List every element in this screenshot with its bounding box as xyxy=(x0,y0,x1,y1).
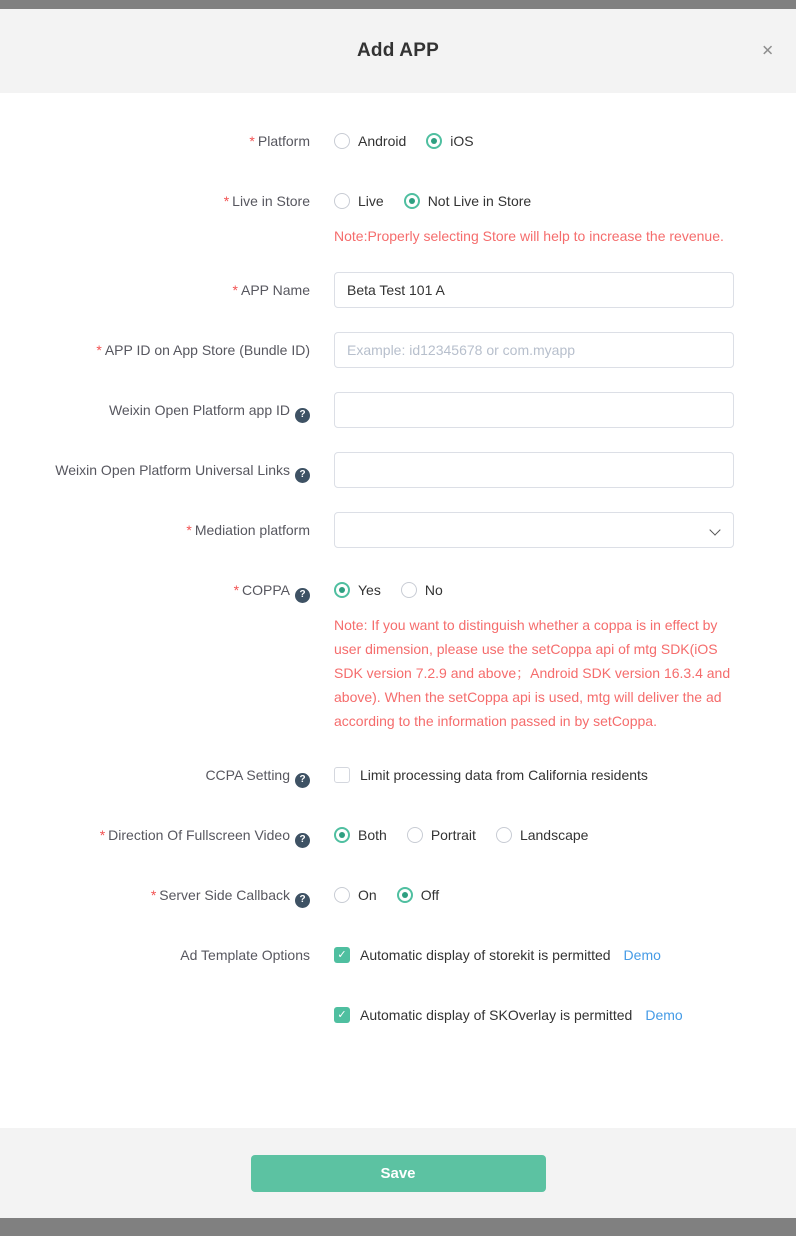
app-id-input[interactable] xyxy=(334,332,734,368)
form-row-server-callback xyxy=(0,877,796,913)
help-icon[interactable]: ? xyxy=(295,588,310,603)
direction-radio-landscape[interactable]: Landscape xyxy=(496,827,589,843)
form-row-ad-template-storekit xyxy=(0,937,796,973)
platform-label: * Platform xyxy=(249,133,310,149)
form-row-weixin-app-id xyxy=(0,392,796,428)
page-bottom-bar xyxy=(0,1218,796,1236)
ccpa-checkbox-label: Limit processing data from California residents xyxy=(360,767,648,783)
modal-body xyxy=(0,93,796,1128)
radio-selected-icon[interactable] xyxy=(334,827,350,843)
coppa-radio-yes[interactable]: Yes xyxy=(334,582,381,598)
storekit-checkbox-label: Automatic display of storekit is permitted xyxy=(360,947,611,963)
form-row-platform xyxy=(0,123,796,159)
coppa-note: Note: If you want to distinguish whether a coppa is in effect by user dimension, please use the setCoppa api of mtg SDK(iOS SDK version 7.2.9 and above；Android SDK version 16.3.4 and above). When the setCoppa api is used, mtg will deliver the ad according to the information passed in by setCoppa. xyxy=(334,617,731,729)
required-mark: * xyxy=(223,193,230,209)
required-mark: * xyxy=(96,342,102,358)
chevron-down-icon xyxy=(709,524,720,535)
weixin-app-id-input[interactable] xyxy=(334,392,734,428)
help-icon[interactable]: ? xyxy=(295,408,310,423)
radio-selected-icon[interactable] xyxy=(397,887,413,903)
platform-radio-android[interactable]: Android xyxy=(334,133,406,149)
coppa-radio-no[interactable]: No xyxy=(401,582,443,598)
live-in-store-note: Note:Properly selecting Store will help to increase the revenue. xyxy=(334,228,724,244)
help-icon[interactable]: ? xyxy=(295,833,310,848)
form-row-weixin-universal-links xyxy=(0,452,796,488)
form-row-coppa xyxy=(0,572,796,733)
server-callback-radio-on[interactable]: On xyxy=(334,887,377,903)
form-row-mediation-platform xyxy=(0,512,796,548)
platform-radio-ios[interactable]: iOS xyxy=(426,133,473,149)
radio-selected-icon[interactable] xyxy=(334,582,350,598)
page-top-bar xyxy=(0,0,796,9)
weixin-app-id-label: Weixin Open Platform app ID ? xyxy=(0,392,310,428)
coppa-label: * COPPA ? xyxy=(0,572,310,608)
storekit-demo-link[interactable]: Demo xyxy=(623,947,661,963)
mediation-platform-label: * Mediation platform xyxy=(186,522,310,538)
radio-unselected-icon[interactable] xyxy=(334,887,350,903)
radio-unselected-icon[interactable] xyxy=(407,827,423,843)
radio-unselected-icon[interactable] xyxy=(401,582,417,598)
form-row-live-in-store xyxy=(0,183,796,248)
server-callback-radio-off[interactable]: Off xyxy=(397,887,439,903)
weixin-universal-links-label: Weixin Open Platform Universal Links ? xyxy=(0,452,310,488)
live-radio-live[interactable]: Live xyxy=(334,193,384,209)
direction-radio-portrait[interactable]: Portrait xyxy=(407,827,476,843)
skoverlay-checkbox[interactable]: ✓ xyxy=(334,1007,350,1023)
required-mark: * xyxy=(249,133,255,149)
modal-footer xyxy=(0,1128,796,1218)
help-icon[interactable]: ? xyxy=(295,468,310,483)
required-mark: * xyxy=(232,282,238,298)
modal-header xyxy=(0,9,796,93)
form-row-ccpa xyxy=(0,757,796,793)
skoverlay-checkbox-label: Automatic display of SKOverlay is permitted xyxy=(360,1007,633,1023)
weixin-universal-links-input[interactable] xyxy=(334,452,734,488)
required-mark: * xyxy=(150,887,157,903)
required-mark: * xyxy=(233,582,240,598)
help-icon[interactable]: ? xyxy=(295,773,310,788)
storekit-checkbox[interactable]: ✓ xyxy=(334,947,350,963)
modal-title: Add APP xyxy=(357,40,439,61)
help-icon[interactable]: ? xyxy=(295,893,310,908)
app-id-label: * APP ID on App Store (Bundle ID) xyxy=(96,342,310,358)
form-row-direction xyxy=(0,817,796,853)
skoverlay-demo-link[interactable]: Demo xyxy=(645,1007,683,1023)
ccpa-checkbox[interactable] xyxy=(334,767,350,783)
ccpa-label: CCPA Setting ? xyxy=(0,757,310,793)
live-in-store-label: * Live in Store xyxy=(223,193,310,209)
mediation-platform-select[interactable] xyxy=(334,512,734,548)
close-icon[interactable]: ✕ xyxy=(761,42,774,60)
radio-unselected-icon[interactable] xyxy=(334,133,350,149)
form-row-app-name xyxy=(0,272,796,308)
app-name-label: * APP Name xyxy=(232,282,310,298)
radio-selected-icon[interactable] xyxy=(426,133,442,149)
radio-unselected-icon[interactable] xyxy=(334,193,350,209)
save-button[interactable]: Save xyxy=(251,1155,546,1192)
form-row-ad-template-skoverlay xyxy=(0,997,796,1033)
direction-label: * Direction Of Fullscreen Video ? xyxy=(0,817,310,853)
required-mark: * xyxy=(99,827,106,843)
ad-template-options-label: Ad Template Options xyxy=(180,947,310,963)
direction-radio-both[interactable]: Both xyxy=(334,827,387,843)
form-row-app-id xyxy=(0,332,796,368)
required-mark: * xyxy=(186,522,192,538)
app-name-input[interactable] xyxy=(334,272,734,308)
server-callback-label: * Server Side Callback ? xyxy=(0,877,310,913)
radio-selected-icon[interactable] xyxy=(404,193,420,209)
live-radio-not-live[interactable]: Not Live in Store xyxy=(404,193,532,209)
radio-unselected-icon[interactable] xyxy=(496,827,512,843)
